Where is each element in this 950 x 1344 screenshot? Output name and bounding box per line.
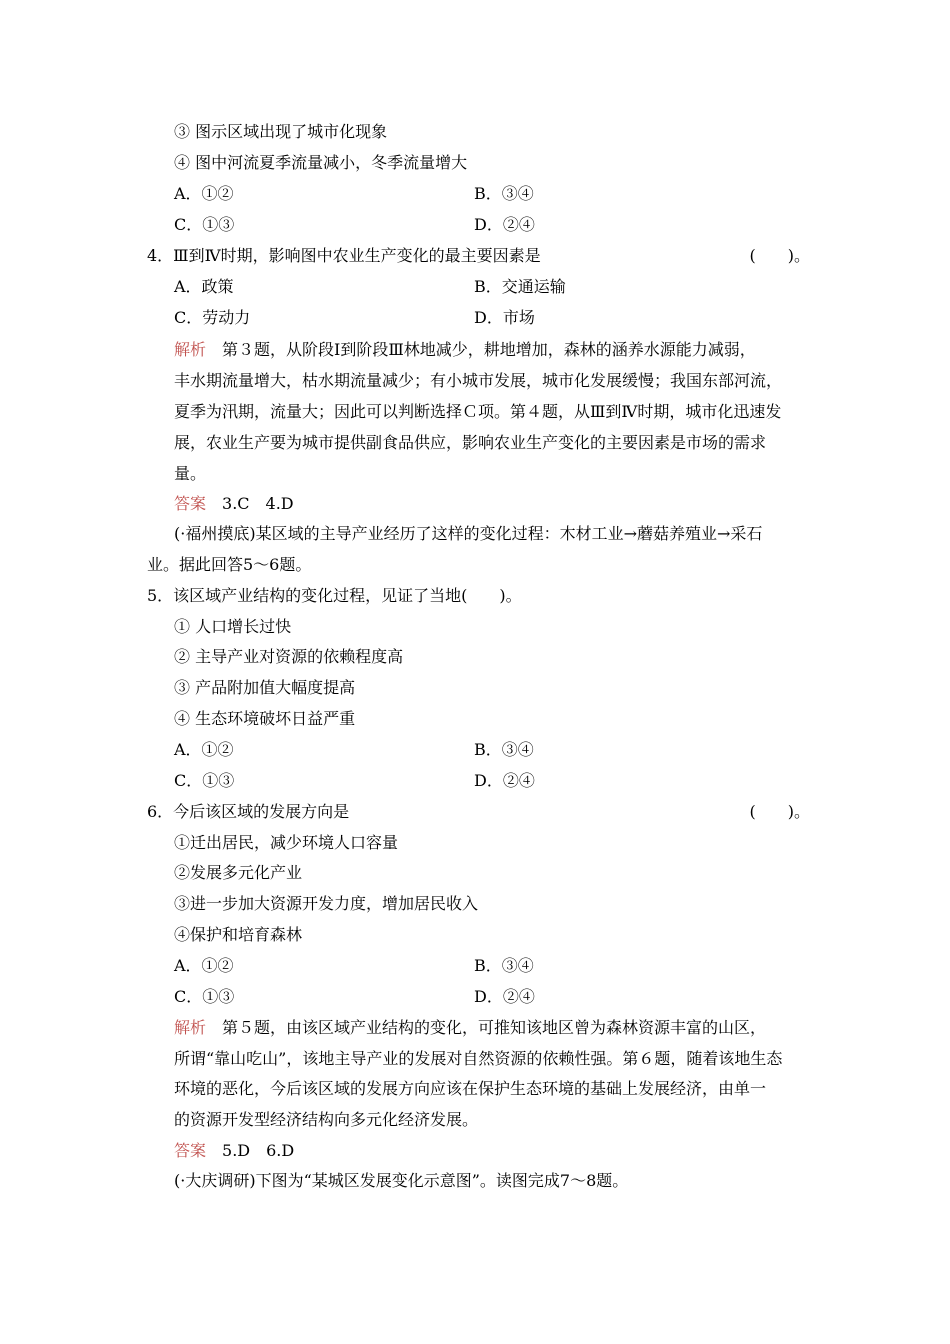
q5-option-4: ④ 生态环境破坏日益严重 — [174, 709, 356, 728]
q6-choice-b: B．③④ — [474, 956, 534, 975]
q4-choice-d: D．市场 — [474, 308, 535, 327]
q3-choice-a: A．①② — [174, 184, 234, 203]
q6-option-1: ①迁出居民，减少环境人口容量 — [174, 833, 399, 852]
q3-option-3: ③ 图示区域出现了城市化现象 — [174, 122, 388, 141]
intro-3: (·大庆调研)下图为“某城区发展变化示意图”。读图完成7～8题。 — [174, 1171, 629, 1190]
analysis-1-line-4: 展，农业生产要为城市提供副食品供应，影响农业生产变化的主要因素是市场的需求 — [174, 433, 767, 452]
analysis-2-text: 第５题，由该区域产业结构的变化，可推知该地区曾为森林资源丰富的山区， — [206, 1018, 767, 1037]
analysis-1-line-3: 夏季为汛期，流量大；因此可以判断选择Ｃ项。第４题，从Ⅲ到Ⅳ时期，城市化迅速发 — [174, 402, 782, 421]
analysis-1-line-5: 量。 — [174, 464, 207, 483]
q3-option-4: ④ 图中河流夏季流量减小，冬季流量增大 — [174, 153, 468, 172]
q4-stem: 4．Ⅲ到Ⅳ时期，影响图中农业生产变化的最主要因素是 — [147, 246, 541, 265]
q4-answer-paren: ( )。 — [749, 246, 810, 265]
analysis-2-line-2: 所谓“靠山吃山”，该地主导产业的发展对自然资源的依赖性强。第６题，随着该地生态 — [174, 1049, 783, 1068]
q3-choice-d: D．②④ — [474, 215, 535, 234]
q6-option-4: ④保护和培育森林 — [174, 925, 303, 944]
q4-choice-a: A．政策 — [174, 277, 234, 296]
q4-choice-b: B．交通运输 — [474, 277, 566, 296]
analysis-2-line-1 — [174, 1018, 766, 1038]
analysis-1-text: 第３题，从阶段Ⅰ到阶段Ⅲ林地减少，耕地增加，森林的涵养水源能力减弱， — [206, 340, 756, 359]
analysis-2-line-3: 环境的恶化，今后该区域的发展方向应该在保护生态环境的基础上发展经济，由单一 — [174, 1079, 767, 1098]
q6-choice-a: A．①② — [174, 956, 234, 975]
intro-2-line-2: 业。据此回答5～6题。 — [147, 555, 312, 574]
q5-choice-c: C．①③ — [174, 771, 235, 790]
q6-option-2: ②发展多元化产业 — [174, 863, 303, 882]
answer-2-text: 5.D 6.D — [206, 1141, 295, 1160]
q3-choice-c: C．①③ — [174, 215, 235, 234]
analysis-1-line-2: 丰水期流量增大，枯水期流量减少；有小城市发展，城市化发展缓慢；我国东部河流， — [174, 371, 783, 390]
q6-answer-paren: ( )。 — [749, 802, 810, 821]
answer-2 — [174, 1141, 294, 1161]
q5-choice-a: A．①② — [174, 740, 234, 759]
q5-option-3: ③ 产品附加值大幅度提高 — [174, 678, 356, 697]
q5-stem: 5．该区域产业结构的变化过程，见证了当地( )。 — [147, 586, 522, 605]
q6-choice-d: D．②④ — [474, 987, 535, 1006]
q6-stem: 6．今后该区域的发展方向是 — [147, 802, 350, 821]
intro-2-line-1: (·福州摸底)某区域的主导产业经历了这样的变化过程：木材工业→蘑菇养殖业→采石 — [174, 524, 763, 543]
q5-choice-b: B．③④ — [474, 740, 534, 759]
analysis-2-line-4: 的资源开发型经济结构向多元化经济发展。 — [174, 1110, 479, 1129]
analysis-label: 解析 — [174, 340, 207, 359]
q4-choice-c: C．劳动力 — [174, 308, 251, 327]
q6-option-3: ③进一步加大资源开发力度，增加居民收入 — [174, 894, 479, 913]
answer-label: 答案 — [174, 1141, 207, 1160]
q3-choice-b: B．③④ — [474, 184, 534, 203]
q6-choice-c: C．①③ — [174, 987, 235, 1006]
analysis-label: 解析 — [174, 1018, 207, 1037]
analysis-1-line-1 — [174, 340, 756, 360]
answer-1-text: 3.C 4.D — [206, 494, 294, 513]
q5-choice-d: D．②④ — [474, 771, 535, 790]
answer-1 — [174, 494, 294, 514]
q5-option-1: ① 人口增长过快 — [174, 617, 292, 636]
q5-option-2: ② 主导产业对资源的依赖程度高 — [174, 647, 404, 666]
answer-label: 答案 — [174, 494, 207, 513]
